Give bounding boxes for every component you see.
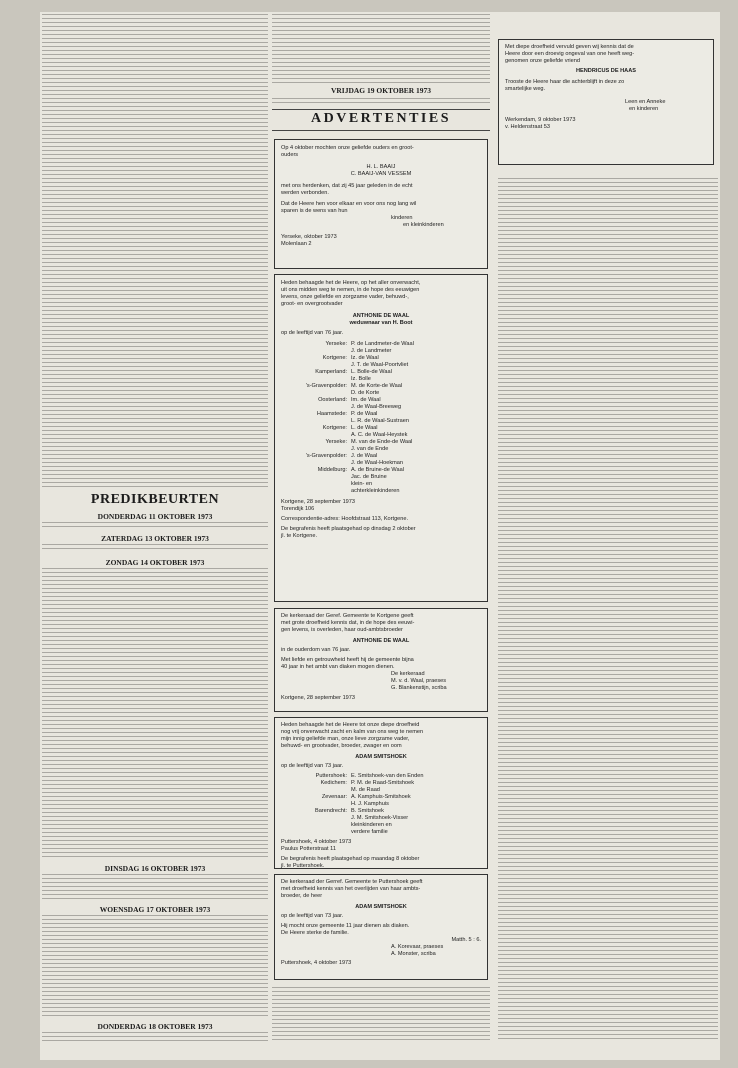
death-notice-family <box>274 274 488 602</box>
notice-line: mijn innig geliefde man, onze lieve zorgzame vader, <box>281 736 410 742</box>
notice-line: Trooste de Heere haar die achterblijft in deze zo <box>505 79 625 85</box>
person-name: H. L. BAAIJ <box>366 164 396 170</box>
notice-line: met ons herdenken, dat zij 45 jaar geleden in de echt <box>281 183 413 189</box>
notice-place: Kortgene, 28 september 1973 <box>281 499 356 505</box>
family-row <box>281 418 481 425</box>
person-name: HENDRICUS DE HAAS <box>576 68 636 74</box>
family-place <box>281 829 351 836</box>
signature: Leen en Anneke <box>625 99 666 105</box>
schedule-text <box>42 874 268 902</box>
signature: en kinderen <box>629 106 659 112</box>
family-member: J. van de Ende <box>351 446 389 452</box>
family-member: P. de Landmeter-de Waal <box>351 341 414 347</box>
family-member: Jac. de Bruine <box>351 474 387 480</box>
family-row <box>281 453 481 460</box>
family-list <box>281 341 481 495</box>
deceased-role: weduwnaar van H. Boot <box>349 320 413 326</box>
family-place: Kortgene: <box>322 425 347 431</box>
schedule-text <box>272 98 490 106</box>
family-place: Haamstede: <box>316 411 347 417</box>
deceased-name: ADAM SMITSHOEK <box>355 754 407 760</box>
family-place <box>281 418 351 425</box>
signature: en kleinkinderen <box>403 222 444 228</box>
family-member: M. van de Ende-de Waal <box>351 439 413 445</box>
notice-place: Puttershoek, 4 oktober 1973 <box>281 960 352 966</box>
notice-place: Puttershoek, 4 oktober 1973 <box>281 839 352 845</box>
family-row <box>281 348 481 355</box>
notice-line: Met liefde en getrouwheid heeft hij de gemeente bijna <box>281 657 414 663</box>
signature: A. Korevaar, praeses <box>391 944 444 950</box>
family-place <box>281 815 351 822</box>
divider <box>272 109 490 110</box>
family-row <box>281 355 481 362</box>
family-place: Kamperland: <box>315 369 347 375</box>
day-heading: ZATERDAG 13 OKTOBER 1973 <box>101 534 209 543</box>
family-row <box>281 411 481 418</box>
family-row <box>281 397 481 404</box>
family-row <box>281 439 481 446</box>
family-member: M. de Raad <box>351 787 380 793</box>
notice-line: Heden behaagde het de Heere tot onze diepe droefheid <box>281 722 420 728</box>
family-place: Middelburg: <box>317 467 347 473</box>
family-member: D. de Korte <box>351 390 380 396</box>
notice-line: sparen is de wens van hun <box>281 208 348 214</box>
anniversary-notice <box>274 139 488 269</box>
notice-line: op de leeftijd van 73 jaar. <box>281 913 344 919</box>
signature: De kerkeraad <box>391 671 425 677</box>
family-row <box>281 376 481 383</box>
notice-line: De Heere sterke de familie. <box>281 930 349 936</box>
family-row <box>281 787 481 794</box>
family-member: klein- en <box>351 481 373 487</box>
notice-line: Hij mocht onze gemeente 11 jaar dienen als diaken. <box>281 923 410 929</box>
death-notice-smitshoek <box>274 717 488 869</box>
signature: M. v. d. Waal, praeses <box>391 678 447 684</box>
family-member: L. Bolle-de Waal <box>351 369 392 375</box>
notice-line: werden verbonden. <box>281 190 329 196</box>
family-row <box>281 780 481 787</box>
notice-address: Correspondentie-adres: Hoofdstraat 113, Kortgene. <box>281 516 409 522</box>
schedule-text <box>42 522 268 530</box>
signature: kinderen <box>391 215 413 221</box>
notice-line: levens, onze geliefde en zorgzame vader, behuwd-, <box>281 294 409 300</box>
body-text-block <box>42 14 268 488</box>
family-place: 's-Gravenpolder: <box>305 453 347 459</box>
advertenties-heading: ADVERTENTIES <box>311 111 451 126</box>
family-place <box>281 404 351 411</box>
family-row <box>281 369 481 376</box>
schedule-text <box>272 14 490 84</box>
deceased-name: ANTHONIE DE WAAL <box>352 638 410 644</box>
notice-line: behuwd- en grootvader, broeder, zwager en oom <box>281 743 402 749</box>
notice-line: op de leeftijd van 73 jaar. <box>281 763 344 769</box>
notice-line: Op 4 oktober mochten onze geliefde ouders en groot- <box>281 145 414 151</box>
notice-line: Heere door een droevig ongeval van one heeft weg- <box>505 51 635 57</box>
family-place <box>281 432 351 439</box>
family-member: Im. de Waal <box>351 397 381 403</box>
family-row <box>281 815 481 822</box>
notice-line: met grote droefheid kennis dat, in de hope des eeuwi- <box>281 620 415 626</box>
family-row <box>281 341 481 348</box>
family-member: H. J. Kamphuis <box>351 801 389 807</box>
newspaper-page <box>40 12 720 1060</box>
family-member: A. Kamphuis-Smitshoek <box>351 794 411 800</box>
notice-line: De begrafenis heeft plaatsgehad op maandag 8 oktober <box>281 856 420 862</box>
notice-line: groot- en overgrootvader <box>281 301 343 307</box>
family-place: Oosterland: <box>318 397 347 403</box>
notice-line: 40 jaar in het ambt van diaken mogen dienen. <box>281 664 395 670</box>
family-row <box>281 467 481 474</box>
family-member: J. de Landmeter <box>351 348 392 354</box>
notice-line: De kerkeraad der Geref. Gemeente te Kortgene geeft <box>281 613 414 619</box>
day-heading: ZONDAG 14 OKTOBER 1973 <box>105 558 205 567</box>
family-place: Yerseke: <box>325 341 347 347</box>
family-row <box>281 432 481 439</box>
notice-line: Heden behaagde het de Heere, op het aller onverwacht, <box>281 280 421 286</box>
body-text-block <box>272 987 490 1043</box>
deceased-name: ANTHONIE DE WAAL <box>352 313 410 319</box>
family-member: J. M. Smitshoek-Visser <box>351 815 409 821</box>
family-member: A. de Bruine-de Waal <box>351 467 404 473</box>
signature: A. Monster, scriba <box>391 951 436 957</box>
notice-line: uit ons midden weg te nemen, in de hope des eeuwigen <box>281 287 420 293</box>
day-heading: WOENSDAG 17 OKTOBER 1973 <box>99 905 211 914</box>
notice-address: Molenlaan 2 <box>281 241 312 247</box>
notice-line: broeder, de heer <box>281 893 323 899</box>
family-row <box>281 481 481 488</box>
family-member: kleinkinderen en <box>351 822 392 828</box>
notice-line: jl. te Puttershoek. <box>281 863 325 869</box>
family-place <box>281 460 351 467</box>
notice-line: Dat de Heere hen voor elkaar en voor ons nog lang wil <box>281 201 417 207</box>
family-member: Iz. Bolle <box>351 376 371 382</box>
family-member: P. de Waal <box>351 411 378 417</box>
family-place: Zevenaar: <box>321 794 347 800</box>
family-row <box>281 460 481 467</box>
family-place <box>281 446 351 453</box>
family-member: P. M. de Raad-Smitshoek <box>351 780 415 786</box>
family-place: Kedichem: <box>320 780 347 786</box>
bible-verse: Matth. 5 : 6. <box>451 937 481 943</box>
family-member: M. de Korte-de Waal <box>351 383 403 389</box>
notice-line: nog vrij onverwacht zacht en kalm van ons weg te nemen <box>281 729 424 735</box>
family-member: Iz. de Waal <box>351 355 379 361</box>
family-member: J. de Waal-Hoekman <box>351 460 404 466</box>
family-row <box>281 822 481 829</box>
notice-line: in de ouderdom van 76 jaar. <box>281 647 351 653</box>
notice-line: De kerkeraad der Gerref. Gemeente te Puttershoek geeft <box>281 879 423 885</box>
family-member: J. T. de Waal-Poortvliet <box>351 362 409 368</box>
family-place <box>281 822 351 829</box>
family-place: Puttershoek: <box>315 773 347 779</box>
notice-place: Kortgene, 28 september 1973 <box>281 695 356 701</box>
family-member: L. de Waal <box>351 425 378 431</box>
notice-line: met droefheid kennis van het overlijden van haar ambts- <box>281 886 421 892</box>
classified-ads-text <box>498 178 718 1042</box>
notice-line: ouders <box>281 152 299 158</box>
family-list <box>281 773 481 836</box>
family-member: B. Smitshoek <box>351 808 384 814</box>
notice-line: genomen onze geliefde vriend <box>505 58 580 64</box>
signature: G. Blankenstijn, scriba <box>391 685 447 691</box>
person-name: C. BAAIJ-VAN VESSEM <box>350 171 412 177</box>
notice-address: Paulus Potterstraat 11 <box>281 846 336 852</box>
notice-address: v. Heldenstraat 53 <box>505 124 550 130</box>
notice-place: Werkendam, 9 oktober 1973 <box>505 117 576 123</box>
day-heading: VRIJDAG 19 OKTOBER 1973 <box>330 86 432 95</box>
schedule-text <box>42 1032 268 1042</box>
family-row <box>281 794 481 801</box>
schedule-text <box>42 915 268 1019</box>
family-place: Barendrecht: <box>314 808 347 814</box>
family-member: J. de Waal <box>351 453 378 459</box>
family-member: E. Smitshoek-van den Enden <box>351 773 424 779</box>
family-member: J. de Waal-Breeweg <box>351 404 402 410</box>
family-row <box>281 390 481 397</box>
church-notice-puttershoek <box>274 874 488 980</box>
family-member: verdere familie <box>351 829 388 835</box>
family-member: L. R. de Waal-Sustraen <box>351 418 409 424</box>
notice-line: Met diepe droefheid vervuld geven wij kennis dat de <box>505 44 634 50</box>
family-place: 's-Gravenpolder: <box>305 383 347 389</box>
family-row <box>281 829 481 836</box>
notice-line: op de leeftijd van 76 jaar. <box>281 330 344 336</box>
family-place <box>281 348 351 355</box>
schedule-text <box>42 568 268 860</box>
deceased-name: ADAM SMITSHOEK <box>355 904 407 910</box>
notice-place: Yerseke, oktober 1973 <box>281 234 337 240</box>
notice-line: De begrafenis heeft plaatsgehad op dinsdag 2 oktober <box>281 526 416 532</box>
divider <box>272 130 490 131</box>
family-place <box>281 362 351 369</box>
church-notice-kortgene <box>274 608 488 712</box>
family-row <box>281 362 481 369</box>
family-place: Yerseke: <box>325 439 347 445</box>
day-heading: DONDERDAG 18 OKTOBER 1973 <box>97 1022 213 1031</box>
family-row <box>281 808 481 815</box>
condolence-notice <box>498 39 714 165</box>
family-row <box>281 488 481 495</box>
notice-address: Torendijk 106 <box>281 506 315 512</box>
family-member: achterkleinkinderen <box>351 488 400 494</box>
family-row <box>281 474 481 481</box>
notice-line: jl. te Kortgene. <box>281 533 318 539</box>
family-place <box>281 787 351 794</box>
family-row <box>281 425 481 432</box>
family-place <box>281 481 351 488</box>
notice-line: gen levens, is overleden, haar oud-ambtsbroeder <box>281 627 403 633</box>
family-row <box>281 801 481 808</box>
notice-line: smartelijke weg. <box>505 86 546 92</box>
family-place <box>281 474 351 481</box>
family-row <box>281 404 481 411</box>
predikbeurten-heading: PREDIKBEURTEN <box>90 492 220 507</box>
family-row <box>281 773 481 780</box>
schedule-text <box>42 544 268 550</box>
family-place <box>281 488 351 495</box>
family-member: A. C. de Waal-Heystek <box>351 432 408 438</box>
family-place <box>281 801 351 808</box>
family-place <box>281 390 351 397</box>
family-place: Kortgene: <box>322 355 347 361</box>
day-heading: DONDERDAG 11 OKTOBER 1973 <box>97 512 213 521</box>
family-row <box>281 446 481 453</box>
day-heading: DINSDAG 16 OKTOBER 1973 <box>104 864 206 873</box>
family-place <box>281 376 351 383</box>
family-row <box>281 383 481 390</box>
